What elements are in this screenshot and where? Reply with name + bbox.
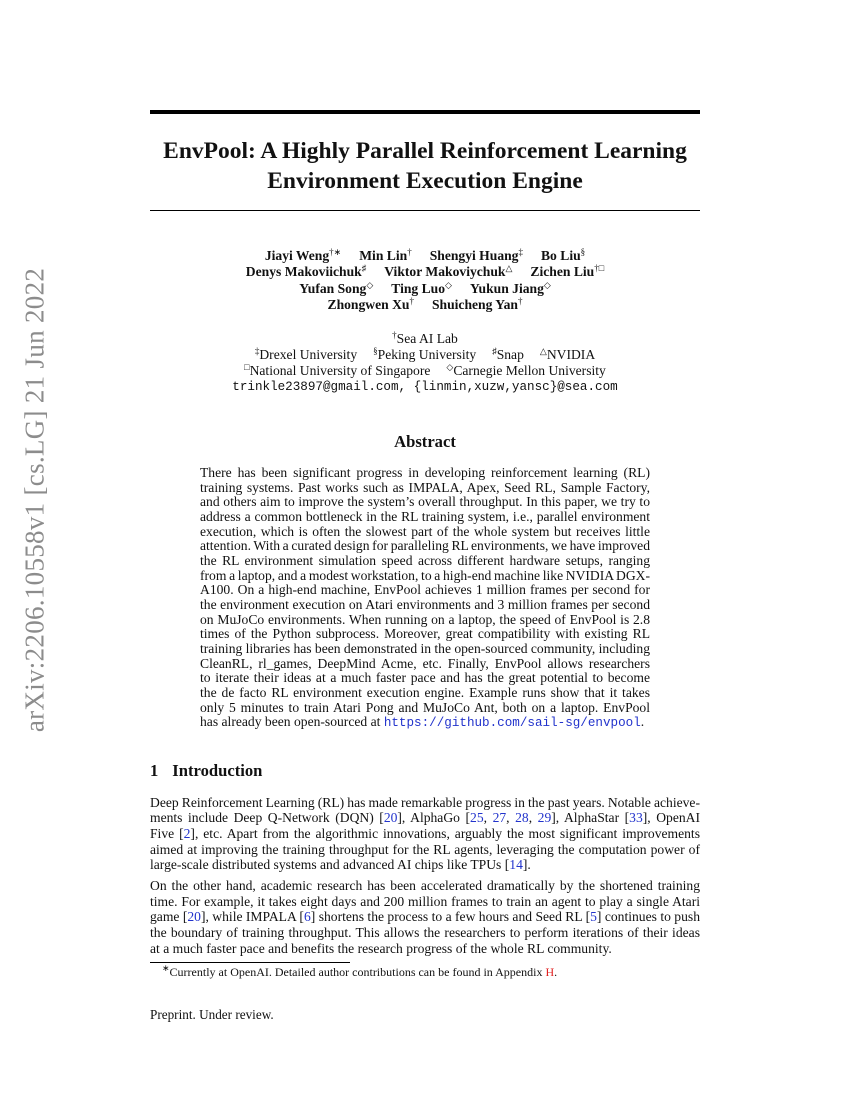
author-affiliation-mark: △ (505, 263, 513, 274)
author-name: Shengyi Huang (429, 248, 519, 263)
author-affiliation-mark: †∗ (329, 247, 342, 257)
author-affiliation-mark: ◇ (445, 279, 452, 290)
abstract-heading: Abstract (394, 432, 456, 451)
author (328, 297, 414, 312)
text-line: Deep Reinforcement Learning (RL) has made remarkable progress in the past years. Notable achieve- (150, 794, 700, 810)
affiliation-name: National University of Singapore (249, 363, 431, 379)
text-line: only 5 minutes to train Atari Pong and MuJoCo Ant, both on a laptop. EnvPool (200, 699, 650, 715)
author (432, 297, 523, 312)
title-top-rule (150, 110, 700, 114)
author-name: Bo Liu (540, 248, 581, 263)
author-affiliation-mark: † (409, 296, 414, 307)
author-row (150, 264, 700, 280)
text-line: training systems. Past works such as IMPALA, Apex, Seed RL, Sample Factory, (200, 479, 650, 495)
text-line: the environment execution on Atari environments and 3 million frames per second (200, 596, 650, 612)
author (430, 248, 523, 263)
author (530, 264, 604, 279)
affiliation-name: Drexel University (259, 346, 358, 362)
affiliation-mark: ‡ (254, 345, 260, 356)
footnote-text: Currently at OpenAI. Detailed author contributions can be found in Appendix (169, 964, 546, 979)
affiliation-row (150, 363, 700, 379)
affiliation-name: Peking University (377, 346, 477, 362)
author-list (150, 248, 700, 314)
text-line: aimed at improving the training throughput for the RL agents, leveraging the computation power of (150, 841, 700, 857)
abstract-body (200, 466, 650, 731)
footnote-mark: ∗ (162, 962, 170, 973)
text-line: Five [2], etc. Apart from the algorithmic innovations, arguably the most significant improvements (150, 826, 701, 841)
affiliation (492, 347, 524, 362)
text-line: ments include Deep Q-Network (DQN) [20], AlphaGo [25, 27, 28, 29], AlphaStar [33], OpenAI (150, 810, 701, 826)
author (246, 264, 366, 279)
affiliation-mark: □ (244, 362, 250, 373)
text-line: time. For example, it takes eight days and 200 million frames to train an agent to play a single Atari (150, 893, 700, 909)
author (384, 264, 512, 279)
text-line: the boundary of training throughput. This allows the researchers to perform iterations of their ideas (150, 925, 700, 941)
affiliation-row (150, 331, 700, 347)
title-bottom-rule (150, 210, 700, 211)
affiliation-row (150, 347, 700, 363)
citation-link[interactable]: 2 (183, 826, 191, 841)
author-affiliation-mark: ♯ (361, 263, 367, 274)
citation-link[interactable]: 25 (470, 810, 484, 826)
section-number: 1 (150, 760, 159, 780)
preprint-notice: Preprint. Under review. (150, 1006, 274, 1022)
author-affiliation-mark: ◇ (366, 279, 374, 290)
affiliation (373, 347, 476, 362)
footnote-period: . (554, 964, 558, 979)
affiliation-name: NVIDIA (546, 346, 596, 362)
author (359, 248, 411, 263)
citation-link[interactable]: 20 (383, 810, 398, 826)
title-line-1: EnvPool: A Highly Parallel Reinforcement Learning (163, 138, 687, 164)
text-line: the de facto RL environment execution engine. Example runs show that it takes (200, 684, 650, 700)
affiliation-mark: ♯ (492, 345, 497, 356)
affiliation-mark: △ (539, 345, 547, 356)
text-line: address a common bottleneck in the RL training system, i.e., parallel environment (200, 508, 650, 524)
text-line: large-scale distributed systems and advanced AI chips like TPUs [14]. (150, 857, 531, 873)
author-name: Min Lin (359, 248, 408, 263)
affiliation-mark: ◇ (446, 362, 454, 373)
citation-link[interactable]: 20 (187, 909, 201, 925)
author-affiliation-mark: ◇ (543, 279, 551, 290)
text-line: from a laptop, and a modest workstation, to a high-end machine like NVIDIA DGX- (200, 567, 650, 583)
section-heading-introduction (150, 761, 700, 781)
author-affiliation-mark: † (517, 296, 523, 307)
affiliation (255, 347, 357, 362)
citation-link[interactable]: 28 (515, 810, 529, 826)
affiliation-name: Sea AI Lab (396, 330, 458, 346)
affiliation-mark: § (373, 345, 378, 356)
affiliations (150, 331, 700, 396)
citation-link[interactable]: 5 (590, 909, 597, 925)
introduction-body (150, 795, 700, 956)
affiliation (446, 363, 605, 378)
footnote (162, 962, 700, 979)
affiliation-mark: † (392, 329, 397, 340)
text-line: game [20], while IMPALA [6] shortens the process to a few hours and Seed RL [5] continues to push (150, 909, 700, 925)
affiliation (392, 331, 458, 346)
author (541, 248, 585, 263)
appendix-link[interactable]: H (545, 964, 555, 979)
author-row (150, 297, 700, 313)
paper-title (150, 136, 700, 196)
affiliation-name: Snap (496, 346, 524, 362)
citation-link[interactable]: 27 (492, 810, 507, 826)
citation-link[interactable]: 14 (509, 857, 523, 873)
text-line: training libraries has been demonstrated in the open-sourced community, including (200, 640, 650, 656)
citation-link[interactable]: 33 (629, 810, 643, 826)
text-line: execution, which is often the slowest part of the whole system but receives little (200, 523, 650, 539)
author-name: Denys Makoviichuk (245, 264, 362, 280)
affiliation-name: Carnegie Mellon University (453, 363, 606, 379)
author (265, 248, 341, 263)
text-line: times of the Python subprocess. Moreover, great compatibility with existing RL (200, 626, 650, 642)
author-name: Shuicheng Yan (431, 297, 518, 313)
title-line-2: Environment Execution Engine (267, 168, 583, 194)
author-affiliation-mark: †□ (594, 263, 605, 274)
author-row (150, 248, 700, 264)
author-row (150, 281, 700, 297)
text-line: attention. With a curated design for paralleling RL environments, we have improved (200, 538, 650, 554)
text-line: There has been significant progress in developing reinforcement learning (RL) (200, 465, 650, 480)
text-line: to iterate their ideas at a much faster pace and has the great potential to become (200, 670, 650, 686)
author-name: Jiayi Weng (264, 248, 330, 263)
author-name: Viktor Makoviychuk (384, 264, 506, 280)
affiliation (244, 363, 430, 378)
author (391, 281, 452, 296)
citation-link[interactable]: 29 (537, 810, 552, 826)
text-line: has already been open-sourced at https://github.com/sail-sg/envpool. (200, 714, 645, 731)
author-name: Zichen Liu (530, 264, 595, 280)
author-name: Yufan Song (299, 280, 367, 296)
text-line: the RL environment simulation speed across different hardware setups, ranging (200, 552, 650, 568)
author (470, 281, 551, 296)
paper-body (150, 432, 700, 1023)
author-name: Ting Luo (391, 280, 446, 296)
section-title: Introduction (172, 760, 263, 780)
paragraph (150, 878, 700, 956)
affiliation (540, 347, 595, 362)
arxiv-identifier-stamp: arXiv:2206.10558v1 [cs.LG] 21 Jun 2022 (19, 267, 50, 733)
text-line: at a much faster pace and benefits the research progress of the whole RL community. (150, 940, 612, 956)
author-affiliation-mark: § (580, 247, 586, 257)
text-line: and others aim to improve the system’s overall throughput. In this paper, we try to (200, 494, 650, 510)
author-emails: trinkle23897@gmail.com, {linmin,xuzw,yansc}@sea.com (232, 380, 618, 395)
text-line: CleanRL, rl_games, DeepMind Acme, etc. Finally, EnvPool allows researchers (200, 655, 650, 671)
author (299, 281, 373, 296)
author-name: Zhongwen Xu (327, 297, 410, 313)
text-line: On the other hand, academic research has been accelerated dramatically by the shortened training (150, 878, 700, 894)
github-link[interactable]: https://github.com/sail-sg/envpool (383, 716, 641, 731)
author-affiliation-mark: † (407, 247, 412, 257)
author-affiliation-mark: ‡ (518, 247, 523, 257)
text-line: A100. On a high-end machine, EnvPool achieves 1 million frames per second for (200, 582, 650, 598)
footnote-rule (150, 962, 350, 963)
citation-link[interactable]: 6 (303, 909, 311, 925)
text-line: on MuJoCo environments. When running on a laptop, the speed of EnvPool is 2.8 (200, 611, 650, 627)
author-block (150, 248, 700, 395)
paragraph (150, 795, 700, 873)
author-name: Yukun Jiang (469, 280, 544, 296)
